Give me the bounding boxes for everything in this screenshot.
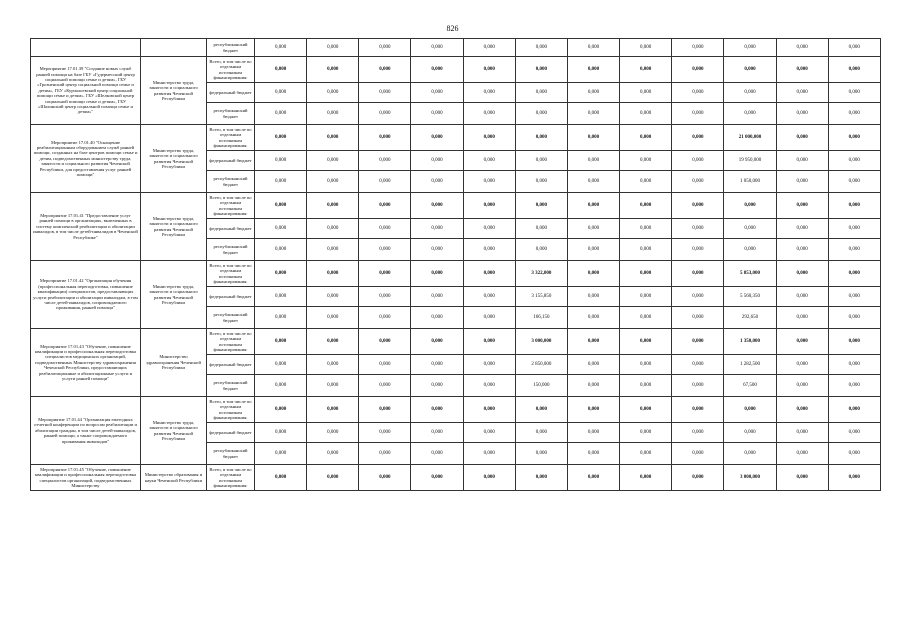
executor-cell: Министерство труда, занятости и социального развития Чеченской Республики [141,57,207,125]
value-cell: 0,000 [620,375,672,397]
executor-cell: Министерство труда, занятости и социального развития Чеченской Республики [141,193,207,261]
measure-title-cell: Мероприятие 17.01.41 "Предоставление услуг ранней помощи в организациях, включенных в систему комплексной реабилитации и абилитации инвалидов, в том числе детей-инвалидов в Чеченской Республике" [31,193,141,261]
value-cell: 0,000 [255,443,307,465]
value-cell: 0,000 [724,423,776,443]
value-cell: 0,000 [463,423,515,443]
value-cell: 0,000 [307,239,359,261]
funding-source-cell: федеральный бюджет [207,355,255,375]
value-cell: 0,000 [672,83,724,103]
value-cell: 0,000 [255,103,307,125]
value-cell: 0,000 [463,151,515,171]
value-cell: 0,000 [411,465,463,491]
value-cell: 0,000 [672,397,724,423]
value-cell: 0,000 [672,39,724,57]
value-cell: 0,000 [620,83,672,103]
table-row [31,39,881,57]
value-cell: 0,000 [411,307,463,329]
value-cell: 0,000 [672,125,724,151]
value-cell: 0,000 [776,171,828,193]
value-cell: 0,000 [620,443,672,465]
value-cell: 0,000 [463,287,515,307]
value-cell: 0,000 [255,125,307,151]
value-cell: 0,000 [672,103,724,125]
value-cell: 0,000 [620,39,672,57]
value-cell: 0,000 [672,307,724,329]
value-cell: 19 950,000 [724,151,776,171]
value-cell: 0,000 [515,193,567,219]
value-cell: 0,000 [567,39,619,57]
value-cell: 0,000 [359,125,411,151]
funding-source-cell: Всего, в том числе по отдельным источникам финансирования: [207,57,255,83]
value-cell: 292,650 [724,307,776,329]
funding-source-cell: Всего, в том числе по отдельным источникам финансирования: [207,125,255,151]
value-cell: 0,000 [620,125,672,151]
value-cell: 0,000 [620,103,672,125]
value-cell: 0,000 [255,151,307,171]
value-cell: 0,000 [567,171,619,193]
value-cell: 0,000 [724,83,776,103]
value-cell: 0,000 [515,423,567,443]
value-cell: 0,000 [255,83,307,103]
value-cell: 0,000 [359,193,411,219]
value-cell: 0,000 [515,219,567,239]
value-cell: 0,000 [828,329,880,355]
value-cell: 67,500 [724,375,776,397]
value-cell: 0,000 [620,465,672,491]
value-cell: 0,000 [515,57,567,83]
value-cell: 0,000 [463,355,515,375]
value-cell: 0,000 [411,151,463,171]
funding-source-cell: Всего, в том числе по отдельным источникам финансирования: [207,329,255,355]
funding-source-cell: республиканский бюджет [207,375,255,397]
value-cell: 0,000 [463,57,515,83]
value-cell: 0,000 [828,219,880,239]
funding-source-cell: республиканский бюджет [207,39,255,57]
value-cell: 0,000 [672,355,724,375]
value-cell: 0,000 [620,171,672,193]
value-cell: 0,000 [307,103,359,125]
value-cell: 0,000 [776,355,828,375]
value-cell: 0,000 [307,39,359,57]
value-cell: 0,000 [359,57,411,83]
value-cell: 0,000 [463,307,515,329]
executor-cell: Министерство труда, занятости и социального развития Чеченской Республики [141,261,207,329]
value-cell: 0,000 [776,423,828,443]
value-cell: 0,000 [828,39,880,57]
funding-source-cell: республиканский бюджет [207,443,255,465]
value-cell: 0,000 [776,57,828,83]
table-row [31,193,881,219]
value-cell: 0,000 [411,171,463,193]
value-cell: 166,150 [515,307,567,329]
value-cell: 0,000 [463,239,515,261]
value-cell: 0,000 [620,287,672,307]
value-cell: 0,000 [307,287,359,307]
value-cell: 0,000 [567,397,619,423]
value-cell: 0,000 [672,151,724,171]
value-cell: 0,000 [776,287,828,307]
value-cell: 0,000 [411,39,463,57]
value-cell: 21 000,000 [724,125,776,151]
table-row [31,329,881,355]
value-cell: 0,000 [307,219,359,239]
value-cell: 0,000 [620,355,672,375]
value-cell: 0,000 [620,239,672,261]
funding-source-cell: федеральный бюджет [207,83,255,103]
value-cell: 0,000 [463,397,515,423]
value-cell: 0,000 [255,329,307,355]
value-cell: 0,000 [828,397,880,423]
value-cell: 0,000 [672,171,724,193]
value-cell: 0,000 [411,329,463,355]
value-cell: 0,000 [515,443,567,465]
value-cell: 0,000 [567,329,619,355]
value-cell: 0,000 [776,83,828,103]
value-cell: 1 282,500 [724,355,776,375]
value-cell: 0,000 [828,193,880,219]
value-cell: 0,000 [307,83,359,103]
value-cell: 0,000 [255,57,307,83]
value-cell: 0,000 [411,375,463,397]
value-cell: 0,000 [567,261,619,287]
value-cell: 0,000 [411,397,463,423]
value-cell: 0,000 [776,151,828,171]
value-cell: 0,000 [672,443,724,465]
value-cell: 0,000 [463,329,515,355]
value-cell: 0,000 [359,397,411,423]
value-cell: 0,000 [359,39,411,57]
measure-title-cell: Мероприятие 17.01.39 "Создание новых служб ранней помощи на базе ГБУ «Гудермесский центр социальной помощи семье и детям», ГБУ «Грозненский центр социальной помощи семье и детям», ГБУ «Курчалоевский центр социальной помощи семье и детям», ГБУ «Шелковской центр социальной помощи семье и детям», ГБУ «Шалинский центр социальной помощи семье и детям»" [31,57,141,125]
value-cell: 0,000 [359,443,411,465]
value-cell: 0,000 [724,219,776,239]
value-cell: 0,000 [255,39,307,57]
value-cell: 0,000 [776,103,828,125]
value-cell: 0,000 [255,287,307,307]
value-cell: 0,000 [620,397,672,423]
value-cell: 0,000 [515,83,567,103]
value-cell: 0,000 [724,397,776,423]
measure-title-cell: Мероприятие 17.01.40 "Оснащение реабилитационным оборудованием служб ранней помощи, созданных на базе центров помощи семье и детям, подведомственных министерству труда, занятости и социального развития Чеченской Республики, для предоставления услуг ранней помощи" [31,125,141,193]
value-cell: 0,000 [567,151,619,171]
value-cell: 0,000 [255,219,307,239]
budget-table-body [31,39,881,491]
value-cell: 0,000 [515,39,567,57]
value-cell: 0,000 [724,239,776,261]
value-cell: 0,000 [567,193,619,219]
value-cell: 0,000 [672,375,724,397]
value-cell: 0,000 [515,239,567,261]
value-cell: 0,000 [307,151,359,171]
value-cell: 3 155,850 [515,287,567,307]
value-cell: 0,000 [724,103,776,125]
funding-source-cell: республиканский бюджет [207,307,255,329]
value-cell: 0,000 [255,375,307,397]
value-cell: 0,000 [828,375,880,397]
value-cell: 0,000 [411,423,463,443]
value-cell: 5 560,350 [724,287,776,307]
value-cell: 0,000 [724,39,776,57]
value-cell: 0,000 [463,465,515,491]
page-number: 826 [446,24,459,33]
value-cell: 0,000 [828,287,880,307]
value-cell: 0,000 [776,443,828,465]
value-cell: 0,000 [567,355,619,375]
value-cell: 0,000 [359,287,411,307]
table-row [31,261,881,287]
value-cell: 0,000 [672,329,724,355]
value-cell: 0,000 [776,261,828,287]
executor-cell: Министерство здравоохранения Чеченской Республики [141,329,207,397]
value-cell: 0,000 [359,83,411,103]
value-cell: 3 000,000 [724,465,776,491]
value-cell: 0,000 [776,465,828,491]
value-cell: 0,000 [359,465,411,491]
value-cell: 150,000 [515,375,567,397]
value-cell: 3 322,000 [515,261,567,287]
value-cell: 0,000 [776,397,828,423]
value-cell: 0,000 [828,103,880,125]
value-cell: 0,000 [463,375,515,397]
value-cell: 0,000 [359,423,411,443]
value-cell: 0,000 [255,261,307,287]
value-cell: 0,000 [255,423,307,443]
value-cell: 0,000 [463,103,515,125]
value-cell: 0,000 [567,443,619,465]
value-cell: 0,000 [255,465,307,491]
empty-cell [31,39,141,57]
value-cell: 0,000 [411,57,463,83]
value-cell: 2 850,000 [515,355,567,375]
value-cell: 0,000 [411,239,463,261]
value-cell: 0,000 [828,261,880,287]
value-cell: 0,000 [776,239,828,261]
value-cell: 0,000 [411,355,463,375]
value-cell: 0,000 [411,193,463,219]
value-cell: 0,000 [567,423,619,443]
empty-cell [141,39,207,57]
value-cell: 0,000 [411,443,463,465]
value-cell: 0,000 [307,375,359,397]
value-cell: 0,000 [828,239,880,261]
value-cell: 0,000 [567,219,619,239]
value-cell: 0,000 [307,171,359,193]
table-row [31,465,881,491]
executor-cell: Министерство труда, занятости и социального развития Чеченской Республики [141,397,207,465]
value-cell: 5 853,000 [724,261,776,287]
value-cell: 0,000 [359,151,411,171]
value-cell: 0,000 [672,193,724,219]
table-row [31,125,881,151]
value-cell: 0,000 [515,103,567,125]
funding-source-cell: Всего, в том числе по отдельным источникам финансирования: [207,193,255,219]
value-cell: 0,000 [255,193,307,219]
table-row [31,397,881,423]
value-cell: 0,000 [515,465,567,491]
table-row [31,57,881,83]
executor-cell: Министерство образования и науки Чеченской Республики [141,465,207,491]
value-cell: 0,000 [672,423,724,443]
value-cell: 0,000 [567,103,619,125]
measure-title-cell: Мероприятие 17.01.43 "Обучение, повышение квалификации и профессиональная переподготовка специалистов медицинских организаций, подведомственных Министерству здравоохранения Чеченской Республики, предоставляющих реабилитационные и абилитационные услуги и услуги ранней помощи" [31,329,141,397]
value-cell: 0,000 [776,307,828,329]
value-cell: 0,000 [307,307,359,329]
value-cell: 0,000 [828,355,880,375]
value-cell: 0,000 [567,125,619,151]
value-cell: 0,000 [307,193,359,219]
value-cell: 0,000 [567,57,619,83]
value-cell: 0,000 [359,219,411,239]
value-cell: 0,000 [463,83,515,103]
value-cell: 0,000 [620,423,672,443]
value-cell: 0,000 [255,397,307,423]
value-cell: 0,000 [411,125,463,151]
value-cell: 0,000 [620,219,672,239]
value-cell: 3 000,000 [515,329,567,355]
value-cell: 0,000 [776,375,828,397]
value-cell: 0,000 [411,83,463,103]
value-cell: 0,000 [776,125,828,151]
value-cell: 0,000 [828,83,880,103]
value-cell: 0,000 [828,125,880,151]
value-cell: 0,000 [411,287,463,307]
value-cell: 0,000 [776,39,828,57]
value-cell: 0,000 [307,329,359,355]
funding-source-cell: Всего, в том числе по отдельным источникам финансирования: [207,261,255,287]
value-cell: 0,000 [307,57,359,83]
value-cell: 0,000 [672,219,724,239]
funding-source-cell: федеральный бюджет [207,151,255,171]
value-cell: 0,000 [620,151,672,171]
value-cell: 0,000 [776,219,828,239]
funding-source-cell: федеральный бюджет [207,287,255,307]
value-cell: 0,000 [672,287,724,307]
budget-table [30,38,881,491]
value-cell: 0,000 [567,239,619,261]
value-cell: 0,000 [255,307,307,329]
value-cell: 0,000 [620,193,672,219]
value-cell: 0,000 [411,103,463,125]
measure-title-cell: Мероприятие 17.01.44 "Организация ежегодных отчетной конференции по вопросам реабилитации и абилитации граждан, в том числе детей-инвалидов, ранней помощи, а также сопровождаемого проживания инвалидов" [31,397,141,465]
executor-cell: Министерство труда, занятости и социального развития Чеченской Республики [141,125,207,193]
value-cell: 0,000 [255,355,307,375]
value-cell: 0,000 [515,171,567,193]
value-cell: 0,000 [567,465,619,491]
value-cell: 0,000 [307,443,359,465]
value-cell: 0,000 [724,443,776,465]
value-cell: 0,000 [828,171,880,193]
value-cell: 0,000 [463,193,515,219]
value-cell: 0,000 [567,83,619,103]
value-cell: 0,000 [567,375,619,397]
value-cell: 0,000 [515,125,567,151]
value-cell: 0,000 [672,57,724,83]
funding-source-cell: Всего, в том числе по отдельным источникам финансирования: [207,465,255,491]
measure-title-cell: Мероприятие 17.01.42 "Организация обучения (профессиональная переподготовка, повышение квалификации) специалистов, предоставляющих услуги реабилитации и абилитации инвалидам, в том числе детей-инвалидов, сопровождаемого проживания, ранней помощи" [31,261,141,329]
value-cell: 0,000 [724,193,776,219]
measure-title-cell: Мероприятие 17.01.45 "Обучение, повышение квалификации и профессиональная переподготовка специалистов организаций, подведомственных Министерству [31,465,141,491]
value-cell: 0,000 [828,307,880,329]
value-cell: 0,000 [515,151,567,171]
value-cell: 0,000 [359,355,411,375]
value-cell: 0,000 [776,329,828,355]
funding-source-cell: федеральный бюджет [207,219,255,239]
value-cell: 0,000 [359,171,411,193]
value-cell: 0,000 [359,239,411,261]
value-cell: 0,000 [307,261,359,287]
value-cell: 0,000 [411,261,463,287]
value-cell: 0,000 [359,307,411,329]
value-cell: 0,000 [307,465,359,491]
value-cell: 0,000 [463,171,515,193]
value-cell: 0,000 [828,443,880,465]
value-cell: 0,000 [307,397,359,423]
value-cell: 0,000 [620,261,672,287]
value-cell: 0,000 [463,219,515,239]
value-cell: 0,000 [724,57,776,83]
value-cell: 1 050,000 [724,171,776,193]
value-cell: 1 350,000 [724,329,776,355]
value-cell: 0,000 [359,375,411,397]
funding-source-cell: республиканский бюджет [207,171,255,193]
value-cell: 0,000 [359,329,411,355]
value-cell: 0,000 [672,261,724,287]
value-cell: 0,000 [307,125,359,151]
value-cell: 0,000 [672,239,724,261]
value-cell: 0,000 [620,57,672,83]
value-cell: 0,000 [463,39,515,57]
value-cell: 0,000 [567,307,619,329]
value-cell: 0,000 [255,239,307,261]
funding-source-cell: республиканский бюджет [207,103,255,125]
value-cell: 0,000 [567,287,619,307]
value-cell: 0,000 [307,423,359,443]
value-cell: 0,000 [515,397,567,423]
value-cell: 0,000 [828,57,880,83]
value-cell: 0,000 [307,355,359,375]
funding-source-cell: Всего, в том числе по отдельным источникам финансирования: [207,397,255,423]
value-cell: 0,000 [463,443,515,465]
value-cell: 0,000 [828,423,880,443]
funding-source-cell: федеральный бюджет [207,423,255,443]
value-cell: 0,000 [828,465,880,491]
value-cell: 0,000 [776,193,828,219]
value-cell: 0,000 [620,329,672,355]
value-cell: 0,000 [359,261,411,287]
funding-source-cell: республиканский бюджет [207,239,255,261]
value-cell: 0,000 [463,125,515,151]
value-cell: 0,000 [359,103,411,125]
value-cell: 0,000 [411,219,463,239]
value-cell: 0,000 [463,261,515,287]
value-cell: 0,000 [255,171,307,193]
value-cell: 0,000 [672,465,724,491]
value-cell: 0,000 [828,151,880,171]
value-cell: 0,000 [620,307,672,329]
